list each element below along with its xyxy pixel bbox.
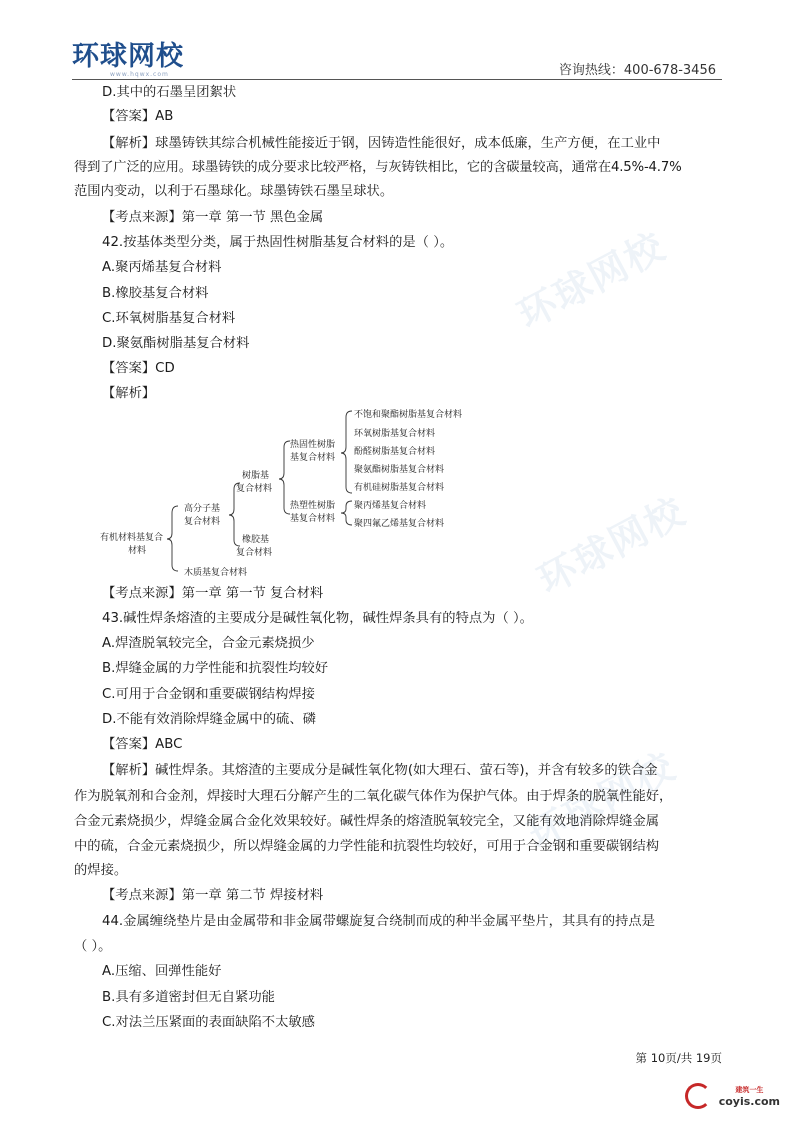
watermark: 环球网校 — [520, 743, 683, 858]
footer-logo-site: coyis.com — [718, 1095, 780, 1108]
brace — [279, 441, 290, 514]
option-line: C.对法兰压紧面的表面缺陷不太敏感 — [102, 1015, 315, 1030]
option-line: D.其中的石墨呈团絮状 — [102, 85, 237, 100]
option-line: A.聚丙烯基复合材料 — [102, 260, 222, 275]
c-logo-icon — [685, 1083, 711, 1109]
analysis-line: 中的硫，合金元素烧损少，所以焊缝金属的力学性能和抗裂性均较好，可用于合金钢和重要碳钢结构 — [74, 839, 660, 854]
diagram-node: 木质基复合材料 — [184, 568, 248, 578]
option-line: D.不能有效消除焊缝金属中的硫、磷 — [102, 712, 316, 727]
diagram-node: 基复合材料 — [290, 453, 336, 463]
option-line: D.聚氨酯树脂基复合材料 — [102, 336, 250, 351]
brace — [167, 506, 178, 571]
diagram-node: 复合材料 — [236, 548, 273, 558]
analysis-line: 【解析】碱性焊条。其熔渣的主要成分是碱性氧化物(如大理石、萤石等)，并含有较多的铁合金 — [102, 763, 658, 778]
diagram-node: 基复合材料 — [290, 514, 336, 524]
diagram-leaf: 聚四氟乙烯基复合材料 — [354, 519, 445, 529]
logo-url: www.hqwx.com — [110, 71, 169, 78]
option-line: C.环氧树脂基复合材料 — [102, 311, 236, 326]
site-logo — [72, 34, 184, 78]
footer-logo — [685, 1083, 780, 1109]
diagram-node: 高分子基 — [184, 504, 221, 514]
analysis-line: 得到了广泛的应用。球墨铸铁的成分要求比较严格，与灰铸铁相比，它的含碳量较高，通常在4.5%-4.7% — [74, 160, 682, 175]
diagram-leaf: 聚丙烯基复合材料 — [354, 501, 427, 511]
diagram-leaf: 不饱和聚酯树脂基复合材料 — [354, 410, 463, 420]
analysis-line: 范围内变动，以利于石墨球化。球墨铸铁石墨呈球状。 — [74, 184, 394, 199]
source-line: 【考点来源】第一章 第二节 焊接材料 — [102, 888, 324, 903]
diagram-leaf: 聚氨酯树脂基复合材料 — [354, 465, 445, 475]
question-title: 43.碱性焊条熔渣的主要成分是碱性氧化物，碱性焊条具有的特点为（ ）。 — [102, 611, 533, 626]
diagram-root: 有机材料基复合 — [100, 533, 164, 543]
brace — [341, 501, 352, 525]
brace — [341, 411, 352, 493]
question-title: 44.金属缠绕垫片是由金属带和非金属带螺旋复合绕制而成的种半金属平垫片，其具有的持点是 — [102, 914, 656, 929]
diagram-node: 复合材料 — [236, 484, 273, 494]
watermark: 环球网校 — [510, 223, 673, 338]
analysis-line: 合金元素烧损少，焊缝金属合金化效果较好。碱性焊条的熔渣脱氧较完全，又能有效地消除焊缝金属 — [74, 814, 660, 829]
answer-line: 【答案】AB — [102, 109, 174, 124]
logo-text: 环球网校 — [72, 41, 184, 72]
footer-logo-text — [719, 1084, 780, 1108]
footer-logo-small: 建筑一生 — [735, 1086, 764, 1094]
diagram-leaf: 酚醛树脂基复合材料 — [354, 447, 436, 457]
classification-diagram — [98, 403, 498, 583]
answer-line: 【答案】ABC — [102, 737, 183, 752]
diagram-root: 材料 — [128, 546, 147, 556]
option-line: B.焊缝金属的力学性能和抗裂性均较好 — [102, 661, 329, 676]
analysis-line: 【解析】 — [102, 386, 156, 401]
source-line: 【考点来源】第一章 第一节 黑色金属 — [102, 210, 324, 225]
header-divider — [72, 79, 722, 80]
watermark: 环球网校 — [530, 488, 693, 603]
option-line: A.压缩、回弹性能好 — [102, 964, 222, 979]
source-line: 【考点来源】第一章 第一节 复合材料 — [102, 586, 324, 601]
option-line: C.可用于合金钢和重要碳钢结构焊接 — [102, 687, 315, 702]
answer-line: 【答案】CD — [102, 361, 175, 376]
question-title: 42.按基体类型分类，属于热固性树脂基复合材料的是（ ）。 — [102, 235, 454, 250]
diagram-leaf: 环氧树脂基复合材料 — [354, 429, 436, 439]
analysis-line: 【解析】球墨铸铁其综合机械性能接近于钢，因铸造性能很好，成本低廉，生产方便，在工业中 — [102, 136, 661, 151]
analysis-line: 的焊接。 — [74, 863, 128, 878]
diagram-node: 复合材料 — [184, 517, 221, 527]
option-line: B.具有多道密封但无自紧功能 — [102, 990, 275, 1005]
diagram-node: 热塑性树脂 — [290, 501, 336, 511]
analysis-line: 作为脱氧剂和合金剂，焊接时大理石分解产生的二氧化碳气体作为保护气体。由于焊条的脱氧性能好， — [74, 789, 673, 804]
question-title: （ ）。 — [74, 939, 112, 954]
diagram-node: 树脂基 — [242, 471, 270, 481]
option-line: A.焊渣脱氧较完全，合金元素烧损少 — [102, 636, 315, 651]
hotline-text: 咨询热线：400-678-3456 — [558, 63, 716, 78]
diagram-leaf: 有机硅树脂基复合材料 — [354, 483, 445, 493]
option-line: B.橡胶基复合材料 — [102, 286, 209, 301]
diagram-node: 热固性树脂 — [290, 440, 336, 450]
page-number: 第 10页/共 19页 — [635, 1051, 722, 1065]
diagram-node: 橡胶基 — [242, 535, 270, 545]
